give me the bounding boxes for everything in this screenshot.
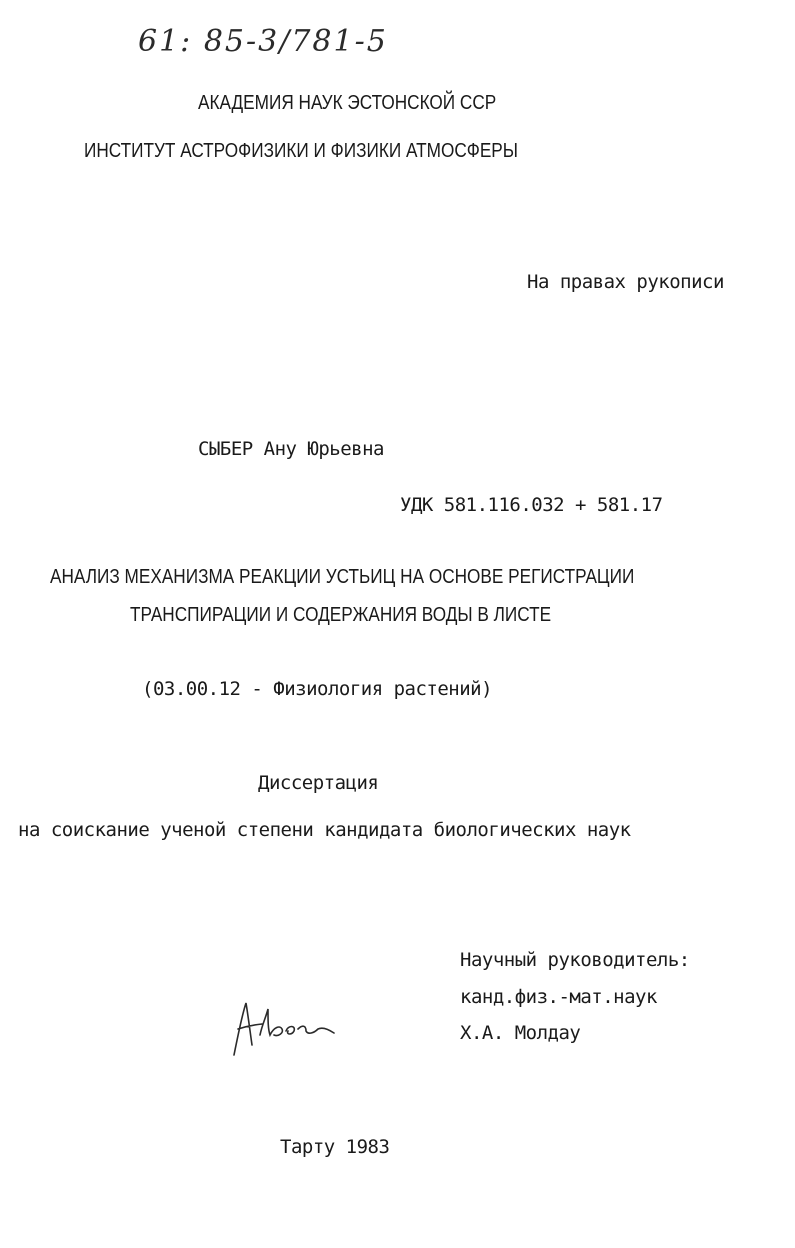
document-type: Диссертация (258, 772, 379, 794)
title-line-2: ТРАНСПИРАЦИИ И СОДЕРЖАНИЯ ВОДЫ В ЛИСТЕ (130, 604, 552, 626)
signature (222, 995, 352, 1065)
udc-code: УДК 581.116.032 + 581.17 (400, 494, 663, 516)
archive-number: 61: 85-3/781-5 (138, 24, 388, 59)
supervisor-name: Х.А. Молдау (460, 1022, 581, 1044)
degree-statement: на соискание ученой степени кандидата биологических наук (18, 819, 631, 841)
academy-name: АКАДЕМИЯ НАУК ЭСТОНСКОЙ ССР (198, 92, 497, 114)
institute-name: ИНСТИТУТ АСТРОФИЗИКИ И ФИЗИКИ АТМОСФЕРЫ (84, 140, 519, 162)
rights-note: На правах рукописи (527, 271, 724, 293)
supervisor-label: Научный руководитель: (460, 949, 690, 971)
specialty: (03.00.12 - Физиология растений) (142, 678, 493, 700)
author-name: СЫБЕР Ану Юрьевна (198, 438, 384, 460)
city-year: Тарту 1983 (280, 1136, 390, 1158)
supervisor-degree: канд.физ.-мат.наук (460, 986, 657, 1008)
title-line-1: АНАЛИЗ МЕХАНИЗМА РЕАКЦИИ УСТЬИЦ НА ОСНОВЕ РЕГИСТРАЦИИ (50, 566, 635, 588)
